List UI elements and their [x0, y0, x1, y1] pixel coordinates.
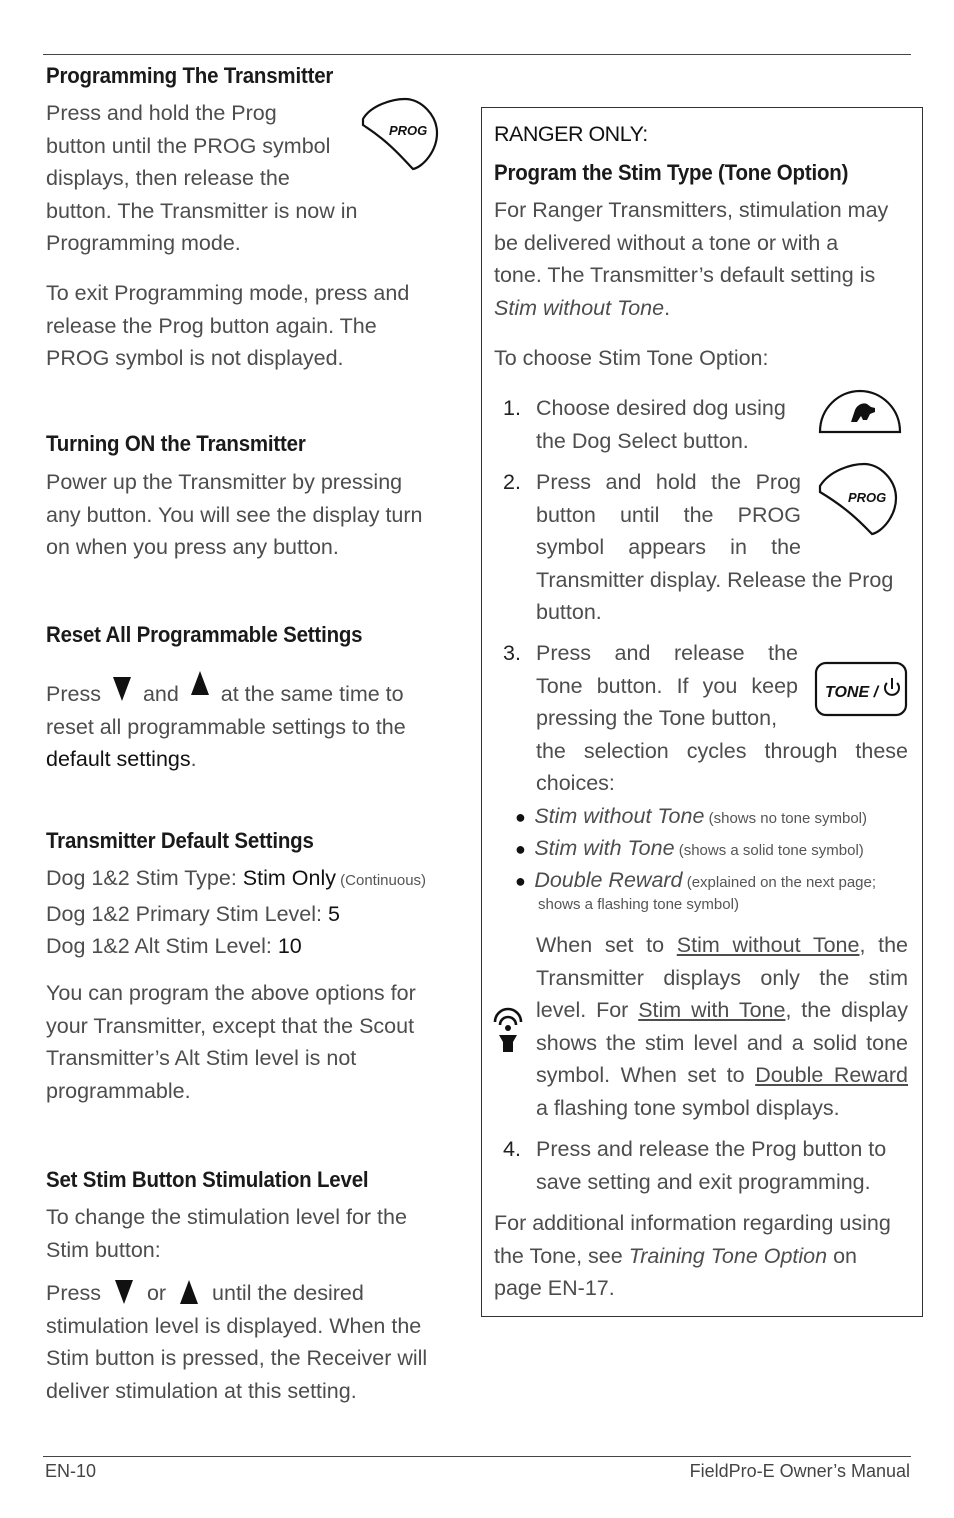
when-set-text: When set to Stim without Tone, the Transmitter displays only the stim level. For Stim with Tone, the display shows the stim level and a solid tone symbol. When set to Double Reward a flashing tone symbol displays. — [536, 933, 909, 1120]
bullet-item: ● Stim without Tone (shows no tone symbol) — [515, 804, 868, 828]
choose-text: To choose Stim Tone Option: — [494, 346, 769, 370]
defaults-list: Dog 1&2 Stim Type: Stim Only (Continuous) Dog 1&2 Primary Stim Level: 5 Dog 1&2 Alt Stim Level: 10 — [46, 866, 427, 959]
bullet-item: ● Double Reward (explained on the next page; — [515, 868, 877, 892]
ranger-only-label: RANGER ONLY: — [494, 122, 648, 146]
step-2-text-wide: Transmitter display. Release the Prog button. — [536, 567, 894, 625]
step-2-number: 2. — [503, 470, 521, 494]
box-intro: For Ranger Transmitters, stimulation may be delivered without a tone or with a tone. The Transmitter’s default setting is Stim without Tone. — [494, 198, 889, 320]
footer-rule — [43, 1456, 911, 1457]
heading-reset: Reset All Programmable Settings — [46, 622, 363, 647]
heading-programming: Programming The Transmitter — [46, 63, 334, 88]
heading-turning-on: Turning ON the Transmitter — [46, 431, 306, 456]
svg-text:PROG: PROG — [389, 123, 428, 138]
set-stim-text-2: Press or until the desired stimulation level is displayed. When the Stim button is pressed, the Receiver will deliver stimulation at this setting. — [46, 1281, 428, 1403]
programming-text-2: To exit Programming mode, press and release the Prog button again. The PROG symbol is not displayed. — [46, 281, 410, 371]
default-settings-link[interactable]: default settings — [46, 747, 191, 772]
bullet-item-note: shows a flashing tone symbol) — [538, 896, 739, 913]
tone-power-button-icon — [814, 661, 908, 717]
prog-button-icon — [816, 462, 900, 538]
dog-select-button-icon — [817, 388, 903, 436]
heading-defaults: Transmitter Default Settings — [46, 828, 314, 853]
step-3-text-wide: the selection cycles through these choices: — [536, 738, 908, 796]
heading-stim-type: Program the Stim Type (Tone Option) — [494, 160, 849, 185]
step-4-text: Press and release the Prog button to save setting and exit programming. — [536, 1137, 887, 1194]
heading-set-stim: Set Stim Button Stimulation Level — [46, 1167, 369, 1192]
step-3-text-narrow: Press and release the Tone button. If you keep pressing the Tone button, — [536, 641, 798, 731]
down-arrow-icon — [115, 1280, 133, 1304]
down-arrow-icon — [113, 677, 131, 701]
set-stim-text-1: To change the stimulation level for the Stim button: — [46, 1205, 407, 1262]
step-4-number: 4. — [503, 1137, 521, 1161]
step-2-text-narrow: Press and hold the Prog button until the PROG symbol appears in the — [536, 470, 801, 560]
step-3-number: 3. — [503, 641, 521, 665]
svg-text:PROG: PROG — [848, 490, 887, 505]
bullet-item: ● Stim with Tone (shows a solid tone symbol) — [515, 836, 864, 860]
programming-text-1: Press and hold the Prog button until the PROG symbol displays, then release the button. The Transmitter is now in Programming mode. — [46, 101, 358, 256]
up-arrow-icon — [180, 1280, 198, 1304]
additional-info-text: For additional information regarding using the Tone, see Training Tone Option on page EN-17. — [494, 1211, 891, 1301]
tone-symbol-icon — [491, 1006, 525, 1056]
manual-title: FieldPro-E Owner’s Manual — [689, 1461, 910, 1481]
defaults-text: You can program the above options for your Transmitter, except that the Scout Transmitter’s Alt Stim level is not programmable. — [46, 981, 416, 1103]
step-1-text: Choose desired dog using the Dog Select button. — [536, 396, 786, 453]
page-number: EN-10 — [45, 1461, 97, 1481]
reset-text: Press and at the same time to reset all programmable settings to the default settings. — [46, 671, 456, 776]
step-1-number: 1. — [503, 396, 521, 420]
svg-text:TONE /: TONE / — [825, 684, 879, 701]
prog-button-icon — [359, 97, 441, 173]
up-arrow-icon — [191, 671, 209, 695]
top-rule — [43, 54, 911, 55]
turning-on-text: Power up the Transmitter by pressing any button. You will see the display turn on when you press any button. — [46, 470, 423, 560]
